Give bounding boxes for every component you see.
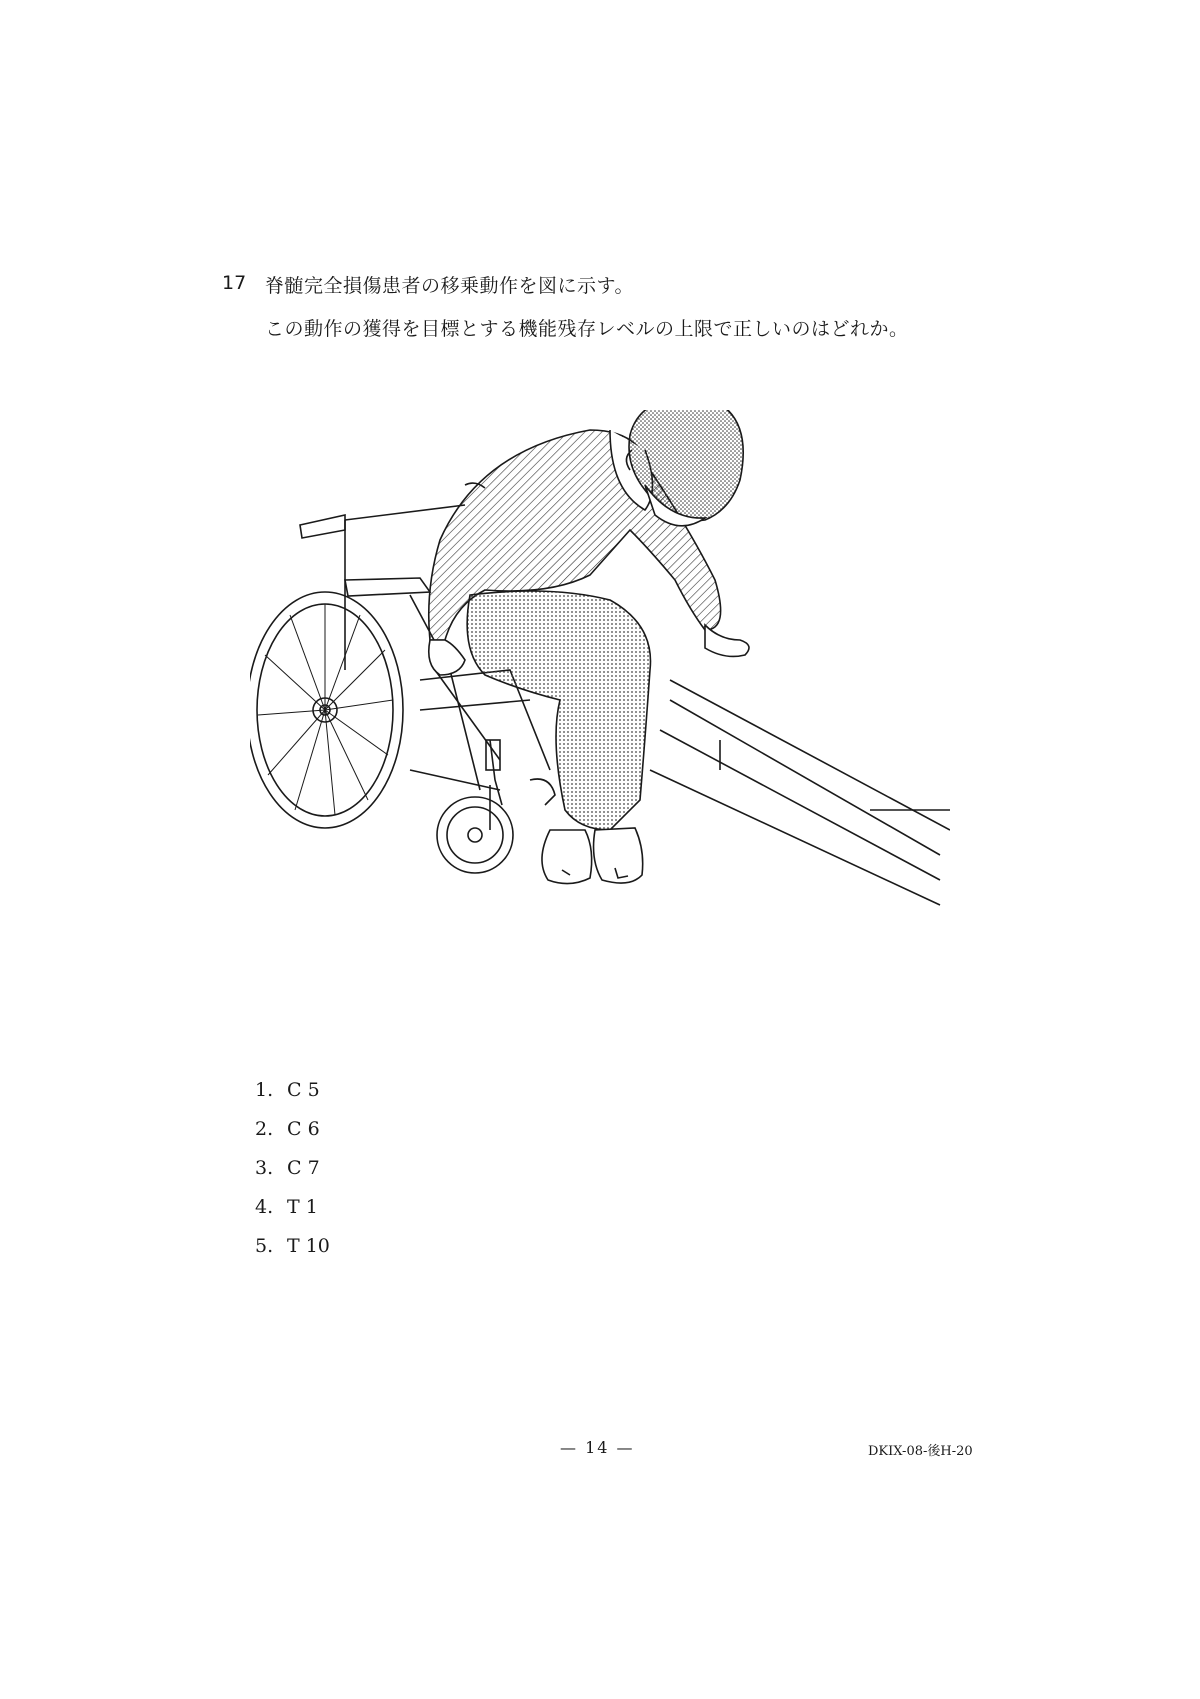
choice-number: 1. [255,1078,274,1101]
question-text-line-2: この動作の獲得を目標とする機能残存レベルの上限で正しいのはどれか。 [265,318,909,340]
person-icon [429,410,749,884]
choice-label: T 10 [287,1234,330,1257]
choice-number: 2. [255,1117,274,1140]
bed-icon [650,680,950,905]
question-number: 17 [222,272,247,294]
document-code: DKIX-08-後H-20 [868,1444,973,1459]
choice-label: T 1 [287,1195,318,1218]
choice-label: C 5 [287,1078,320,1101]
choice-5[interactable] [255,1226,330,1265]
choice-2[interactable] [255,1109,330,1148]
choice-number: 3. [255,1156,274,1179]
question-text-line-1: 脊髄完全損傷患者の移乗動作を図に示す。 [265,275,634,297]
wheelchair-transfer-illustration [250,410,950,980]
choice-label: C 6 [287,1117,320,1140]
choice-1[interactable] [255,1070,330,1109]
choice-number: 5. [255,1234,274,1257]
answer-choices [255,1070,330,1265]
choice-label: C 7 [287,1156,320,1179]
page-number: — 14 — [560,1438,635,1457]
choice-number: 4. [255,1195,274,1218]
choice-4[interactable] [255,1187,330,1226]
choice-3[interactable] [255,1148,330,1187]
